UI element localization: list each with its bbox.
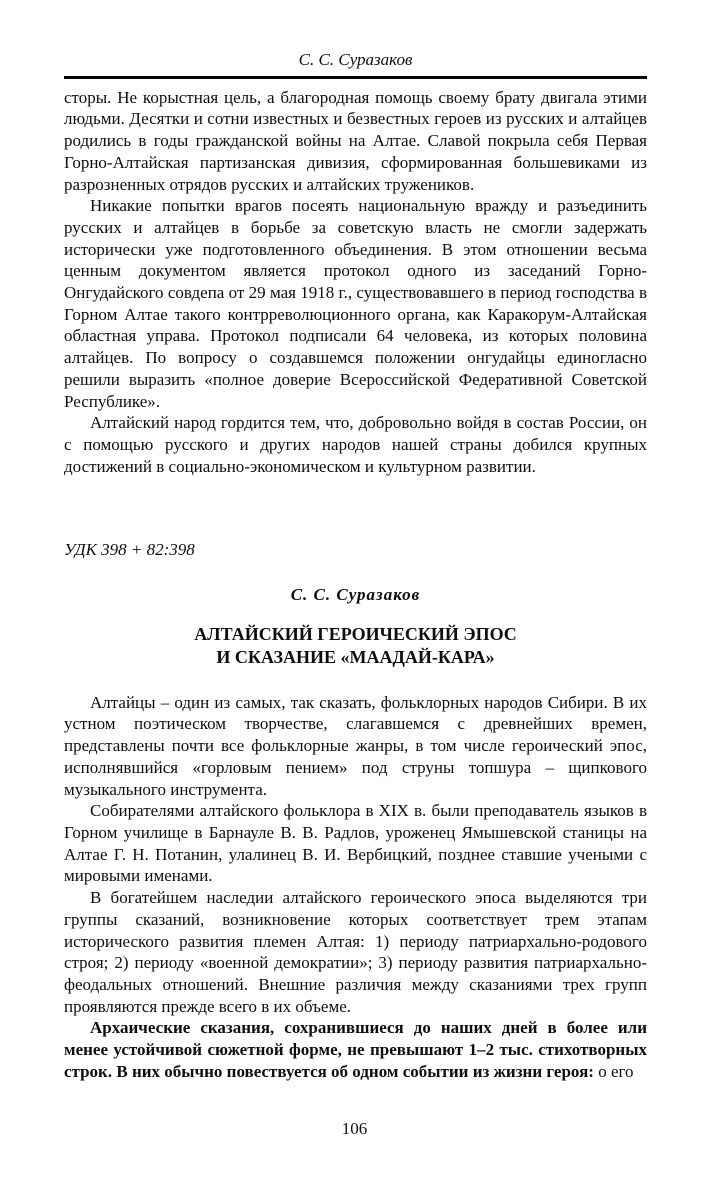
udc-code: УДК 398 + 82:398 <box>64 540 195 560</box>
regular-text-run: о его <box>593 1061 634 1081</box>
paragraph: Алтайский народ гордится тем, что, добровольно войдя в состав России, он с помощью русского и других народов нашей страны добился крупных достижений в социально-экономическом и культурном развитии. <box>64 413 647 476</box>
paragraph: Собирателями алтайского фольклора в XIX в. были преподаватель языков в Горном училище в Барнауле В. В. Радлов, уроженец Ямышевской станицы на Алтае Г. Н. Потанин, улалинец В. И. Вербицкий, позднее ставшие учеными с мировыми именами. <box>64 801 647 886</box>
paragraph: В богатейшем наследии алтайского героического эпоса выделяются три группы сказаний, возникновение которых соответствует трем этапам исторического развития племен Алтая: 1) периоду патриархально-родового строя; 2) периоду «военной демократии»; 3) периоду развития патриархально-феодальных отношений. Внешние различия между сказаниями трех групп проявляются прежде всего в их объеме. <box>64 888 647 1016</box>
running-header: С. С. Суразаков <box>298 50 413 69</box>
top-section <box>64 87 647 478</box>
article-body <box>64 692 647 1083</box>
paragraph-continuation: сторы. Не корыстная цель, а благородная помощь своему брату двигала этими людьми. Десятки и сотни известных и безвестных героев из русских и алтайцев родились в годы гражданской войны на Алтае. Славой покрыла себя Первая Горно-Алтайская партизанская дивизия, сформированная большевиками из разрозненных отрядов русских и алтайских тружеников. <box>64 87 647 194</box>
paragraph-bold <box>64 1017 647 1082</box>
article-title <box>64 623 647 669</box>
paragraph: Алтайцы – один из самых, так сказать, фольклорных народов Сибири. В их устном поэтическом творчестве, слагавшемся с древнейших времен, представлены почти все фольклорные жанры, в том числе героический эпос, исполнявшийся «горловым пением» под струны топшура – щипкового музыкального инструмента. <box>64 692 647 799</box>
paragraph: Никакие попытки врагов посеять национальную вражду и разъединить русских и алтайцев в борьбе за советскую власть не смогли задержать исторически уже подготовленного объединения. В этом отношении весьма ценным документом является протокол одного из заседаний Горно-Онгудайского совдепа от 29 мая 1918 г., существовавшего в период господства в Горном Алтае такого контрреволюционного органа, как Каракорум-Алтайская областная управа. Протокол подписали 64 человека, из которых половина алтайцев. По вопросу о создавшемся положении онгудайцы единогласно решили выразить «полное доверие Всероссийской Федеративной Советской Республике». <box>64 196 647 411</box>
page-number: 106 <box>341 1119 368 1138</box>
article-author: С. С. Суразаков <box>290 585 421 605</box>
header-rule <box>64 76 647 79</box>
bold-text-run: Архаические сказания, сохранившиеся до наших дней в более или менее устойчивой сюжетной форме, не превышают 1–2 тыс. стихотворных строк. В них обычно повествуется об одном событии из жизни героя: <box>64 1018 647 1081</box>
article-title-line2: И СКАЗАНИЕ «МААДАЙ-КАРА» <box>216 646 495 667</box>
article-title-line1: АЛТАЙСКИЙ ГЕРОИЧЕСКИЙ ЭПОС <box>194 623 517 644</box>
